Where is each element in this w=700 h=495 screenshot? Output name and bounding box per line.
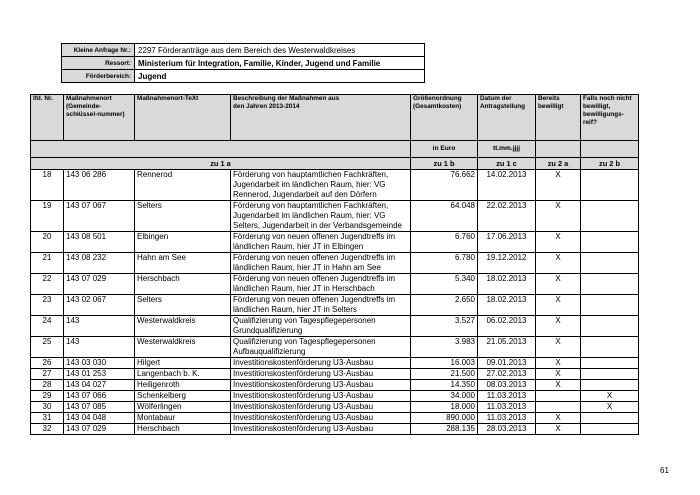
row-gemeindeschluessel: 143 07 029 [64, 424, 135, 435]
row-datum: 11.03.2013 [478, 413, 536, 424]
row-massnahmenort: Heiligenroth [135, 380, 231, 391]
row-massnahmenort: Selters [135, 295, 231, 316]
row-datum: 17.06.2013 [478, 232, 536, 253]
row-bewilligt-mark: X [536, 295, 581, 316]
row-gesamtkosten: 890.000 [411, 413, 478, 424]
table-row [31, 337, 639, 358]
row-datum: 18.02.2013 [478, 295, 536, 316]
funding-table [30, 94, 639, 435]
row-gesamtkosten: 3.527 [411, 316, 478, 337]
row-datum: 27.02.2013 [478, 369, 536, 380]
table-row [31, 358, 639, 369]
row-datum: 18.02.2013 [478, 274, 536, 295]
ressort-label: Ressort: [62, 57, 135, 70]
row-gesamtkosten: 6.780 [411, 253, 478, 274]
row-beschreibung: Investitionskostenförderung U3-Ausbau [231, 380, 411, 391]
row-nr: 28 [31, 380, 64, 391]
row-gesamtkosten: 76.662 [411, 170, 478, 201]
table-row [31, 402, 639, 413]
row-gemeindeschluessel: 143 08 501 [64, 232, 135, 253]
row-massnahmenort: Hilgert [135, 358, 231, 369]
col-lfd-nr: lfd. Nr. [31, 95, 64, 141]
table-row [31, 232, 639, 253]
row-gemeindeschluessel: 143 04 048 [64, 413, 135, 424]
row-beschreibung: Förderung von neuen offenen Jugendtreffs im ländlichen Raum, hier JT in Selters [231, 295, 411, 316]
row-bewilligt-mark: X [536, 424, 581, 435]
unit-euro: in Euro [411, 141, 478, 158]
table-row [31, 413, 639, 424]
col-massnahmenort: Maßnahmenort (Gemeinde-schlüssel-nummer) [64, 95, 135, 141]
col-bereits-bewilligt: Bereits bewilligt [536, 95, 581, 141]
row-datum: 06.02.2013 [478, 316, 536, 337]
row-gesamtkosten: 3.983 [411, 337, 478, 358]
unit-date-format: tt.mm.jjjj [478, 141, 536, 158]
row-massnahmenort: Hahn am See [135, 253, 231, 274]
units-row [31, 141, 639, 158]
row-bewilligungsreif-mark [581, 380, 639, 391]
row-bewilligt-mark: X [536, 274, 581, 295]
row-gemeindeschluessel: 143 01 253 [64, 369, 135, 380]
row-gemeindeschluessel: 143 06 286 [64, 170, 135, 201]
row-gesamtkosten: 6.760 [411, 232, 478, 253]
row-gemeindeschluessel: 143 07 085 [64, 402, 135, 413]
row-gemeindeschluessel: 143 07 029 [64, 274, 135, 295]
row-gesamtkosten: 288.135 [411, 424, 478, 435]
row-beschreibung: Förderung von neuen offenen Jugendtreffs im ländlichen Raum, hier JT in Herschbach [231, 274, 411, 295]
table-row [31, 369, 639, 380]
row-bewilligungsreif-mark: X [581, 391, 639, 402]
row-massnahmenort: Herschbach [135, 424, 231, 435]
row-nr: 25 [31, 337, 64, 358]
row-bewilligungsreif-mark [581, 413, 639, 424]
row-nr: 21 [31, 253, 64, 274]
row-massnahmenort: Langenbach b. K. [135, 369, 231, 380]
row-bewilligungsreif-mark [581, 316, 639, 337]
table-row [31, 391, 639, 402]
row-beschreibung: Förderung von neuen offenen Jugendtreffs im ländlichen Raum, hier JT in Hahn am See [231, 253, 411, 274]
ref-zu-1c: zu 1 c [478, 158, 536, 170]
row-nr: 27 [31, 369, 64, 380]
row-gemeindeschluessel: 143 07 066 [64, 391, 135, 402]
row-gesamtkosten: 16.003 [411, 358, 478, 369]
row-datum: 28.03.2013 [478, 424, 536, 435]
foerderbereich-value: Jugend [135, 70, 425, 83]
table-row [31, 424, 639, 435]
row-gesamtkosten: 18.000 [411, 402, 478, 413]
row-nr: 23 [31, 295, 64, 316]
row-bewilligt-mark: X [536, 232, 581, 253]
row-bewilligungsreif-mark [581, 232, 639, 253]
row-datum: 09.01.2013 [478, 358, 536, 369]
row-gesamtkosten: 34.000 [411, 391, 478, 402]
document-header [61, 43, 425, 83]
row-beschreibung: Qualifizierung von Tagespflegepersonen Aufbauqualifizierung [231, 337, 411, 358]
row-bewilligungsreif-mark [581, 201, 639, 232]
row-gemeindeschluessel: 143 03 030 [64, 358, 135, 369]
row-gesamtkosten: 2.650 [411, 295, 478, 316]
row-nr: 22 [31, 274, 64, 295]
row-bewilligungsreif-mark [581, 295, 639, 316]
row-massnahmenort: Westerwaldkreis [135, 337, 231, 358]
row-gemeindeschluessel: 143 04 027 [64, 380, 135, 391]
table-row [31, 295, 639, 316]
row-nr: 26 [31, 358, 64, 369]
row-beschreibung: Investitionskostenförderung U3-Ausbau [231, 424, 411, 435]
table-row [31, 201, 639, 232]
row-nr: 20 [31, 232, 64, 253]
row-beschreibung: Investitionskostenförderung U3-Ausbau [231, 369, 411, 380]
row-gesamtkosten: 21.500 [411, 369, 478, 380]
col-beschreibung-line2: den Jahren 2013-2014 [233, 103, 300, 110]
col-datum: Datum der Antragstellung [478, 95, 536, 141]
row-gesamtkosten: 64.048 [411, 201, 478, 232]
row-beschreibung: Investitionskostenförderung U3-Ausbau [231, 413, 411, 424]
row-bewilligt-mark: X [536, 170, 581, 201]
row-massnahmenort: Rennerod [135, 170, 231, 201]
row-massnahmenort: Westerwaldkreis [135, 316, 231, 337]
row-gemeindeschluessel: 143 08 232 [64, 253, 135, 274]
row-bewilligungsreif-mark [581, 369, 639, 380]
page-number: 61 [660, 466, 669, 475]
row-bewilligt-mark: X [536, 201, 581, 232]
row-massnahmenort: Schenkelberg [135, 391, 231, 402]
row-massnahmenort: Wölferlingen [135, 402, 231, 413]
anfrage-label: Kleine Anfrage Nr.: [62, 44, 135, 57]
row-gemeindeschluessel: 143 [64, 316, 135, 337]
row-massnahmenort: Montabaur [135, 413, 231, 424]
col-bewilligungsreif: Falls noch nicht bewilligt, bewilligungs-reif? [581, 95, 639, 141]
row-gesamtkosten: 14.350 [411, 380, 478, 391]
col-massnahmenort-text: Maßnahmenort-TeXt [135, 95, 231, 141]
row-nr: 19 [31, 201, 64, 232]
row-nr: 31 [31, 413, 64, 424]
row-bewilligungsreif-mark [581, 253, 639, 274]
row-gemeindeschluessel: 143 07 067 [64, 201, 135, 232]
row-bewilligungsreif-mark [581, 337, 639, 358]
row-bewilligt-mark [536, 391, 581, 402]
col-beschreibung-line1: Beschreibung der Maßnahmen aus [233, 95, 340, 102]
table-row [31, 380, 639, 391]
table-row [31, 253, 639, 274]
row-gesamtkosten: 5.340 [411, 274, 478, 295]
col-groessenordnung: Größenordnung (Gesamtkosten) [411, 95, 478, 141]
ref-zu-1a: zu 1 a [31, 158, 411, 170]
reference-row [31, 158, 639, 170]
row-datum: 11.03.2013 [478, 402, 536, 413]
ressort-value: Ministerium für Integration, Familie, Kinder, Jugend und Familie [135, 57, 425, 70]
row-datum: 19.12.2012 [478, 253, 536, 274]
row-gemeindeschluessel: 143 [64, 337, 135, 358]
row-massnahmenort: Selters [135, 201, 231, 232]
table-row [31, 274, 639, 295]
row-nr: 18 [31, 170, 64, 201]
row-beschreibung: Investitionskostenförderung U3-Ausbau [231, 358, 411, 369]
row-beschreibung: Qualifizierung von Tagespflegepersonen Grundqualifizierung [231, 316, 411, 337]
ref-zu-2b: zu 2 b [581, 158, 639, 170]
row-bewilligt-mark: X [536, 380, 581, 391]
row-datum: 14.02.2013 [478, 170, 536, 201]
row-massnahmenort: Herschbach [135, 274, 231, 295]
row-nr: 29 [31, 391, 64, 402]
anfrage-value: 2297 Förderanträge aus dem Bereich des Westerwaldkreises [135, 44, 425, 57]
row-bewilligt-mark: X [536, 369, 581, 380]
row-datum: 08.03.2013 [478, 380, 536, 391]
row-massnahmenort: Elbingen [135, 232, 231, 253]
col-beschreibung [231, 95, 411, 141]
row-datum: 22.02.2013 [478, 201, 536, 232]
row-nr: 30 [31, 402, 64, 413]
row-bewilligt-mark: X [536, 358, 581, 369]
row-beschreibung: Investitionskostenförderung U3-Ausbau [231, 402, 411, 413]
ref-zu-1b: zu 1 b [411, 158, 478, 170]
row-bewilligungsreif-mark [581, 424, 639, 435]
row-beschreibung: Förderung von hauptamtlichen Fachkräften, Jugendarbeit im ländlichen Raum, hier: VG Rennerod, Jugendarbeit auf den Dörfern [231, 170, 411, 201]
row-datum: 21.05.2013 [478, 337, 536, 358]
row-beschreibung: Investitionskostenförderung U3-Ausbau [231, 391, 411, 402]
row-gemeindeschluessel: 143 02 067 [64, 295, 135, 316]
row-bewilligt-mark [536, 402, 581, 413]
row-datum: 11.03.2013 [478, 391, 536, 402]
row-nr: 24 [31, 316, 64, 337]
foerderbereich-label: Förderbereich: [62, 70, 135, 83]
table-row [31, 316, 639, 337]
table-row [31, 170, 639, 201]
row-bewilligt-mark: X [536, 253, 581, 274]
row-bewilligt-mark: X [536, 337, 581, 358]
row-bewilligungsreif-mark: X [581, 402, 639, 413]
row-beschreibung: Förderung von neuen offenen Jugendtreffs im ländlichen Raum, hier JT in Elbingen [231, 232, 411, 253]
row-bewilligungsreif-mark [581, 170, 639, 201]
row-bewilligt-mark: X [536, 316, 581, 337]
row-bewilligungsreif-mark [581, 358, 639, 369]
row-nr: 32 [31, 424, 64, 435]
row-bewilligungsreif-mark [581, 274, 639, 295]
row-bewilligt-mark: X [536, 413, 581, 424]
ref-zu-2a: zu 2 a [536, 158, 581, 170]
row-beschreibung: Förderung von hauptamtlichen Fachkräften, Jugendarbeit im ländlichen Raum, hier: VG Selters, Jugendarbeit in der Verbandsgemeinde [231, 201, 411, 232]
